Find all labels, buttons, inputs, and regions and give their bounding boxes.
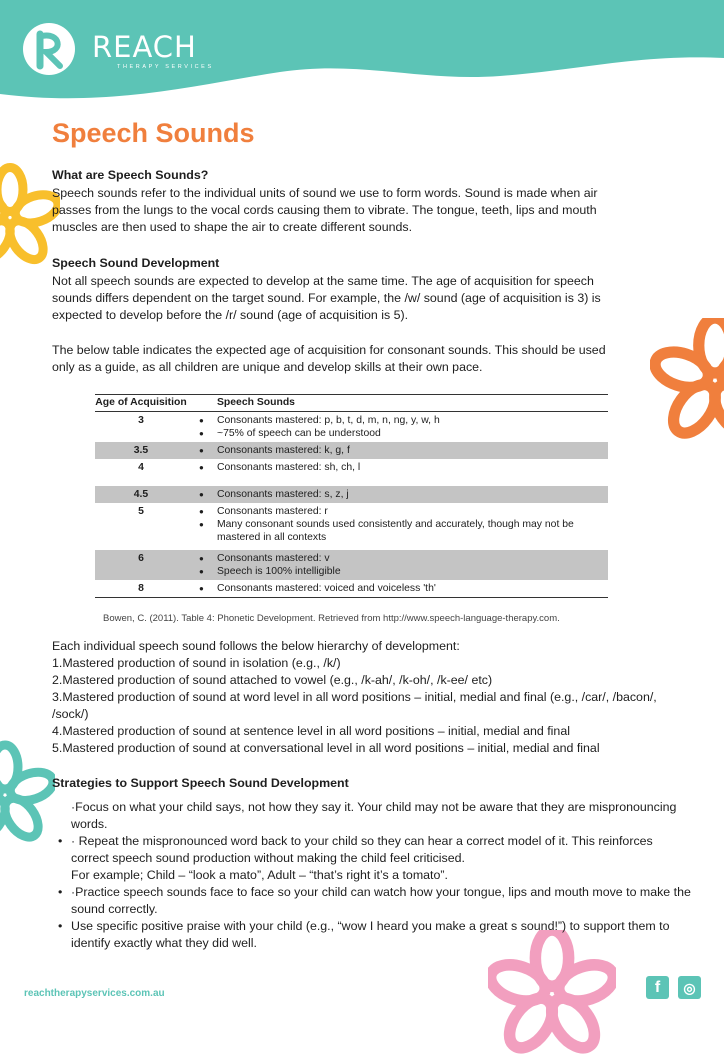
list-item: • ·Practice speech sounds face to face so your child can watch how your tongue, lips and mouth move to make the sound correctly.: [52, 884, 692, 918]
table-row: [95, 459, 608, 486]
brand-name: REACH: [92, 30, 197, 64]
sound-point: ● Speech is 100% intelligible: [197, 565, 608, 578]
hierarchy-intro: Each individual speech sound follows the below hierarchy of development:: [52, 639, 460, 653]
text-line: Speech sounds refer to the individual units of sound we use to form words. Sound is made when air: [52, 186, 598, 200]
table-caption: Bowen, C. (2011). Table 4: Phonetic Development. Retrieved from http://www.speech-language-therapy.com.: [103, 613, 560, 624]
table-row: [95, 442, 608, 459]
hierarchy-list: [52, 638, 692, 757]
list-item: 1.Mastered production of sound in isolation (e.g., /k/): [52, 656, 341, 670]
sound-point: ● Many consonant sounds used consistently and accurately, though may not be mastered in all contexts: [197, 518, 608, 544]
yellow-flower-icon: [0, 155, 60, 280]
text-line: Not all speech sounds are expected to develop at the same time. The age of acquisition for speech: [52, 274, 594, 288]
strategies-heading: Strategies to Support Speech Sound Development: [52, 776, 349, 790]
sound-point: ● Consonants mastered: p, b, t, d, m, n, ng, y, w, h: [197, 414, 608, 427]
table-row: [95, 486, 608, 503]
text-line: The below table indicates the expected age of acquisition for consonant sounds. This should be used: [52, 343, 606, 357]
age-cell: 3.5: [95, 442, 187, 459]
sound-point: ● Consonants mastered: r: [197, 505, 608, 518]
age-cell: 5: [138, 505, 144, 517]
age-cell: 8: [138, 582, 144, 594]
text-line: sounds differs dependent on the target sound. For example, the /w/ sound (age of acquisition is 3) is: [52, 291, 601, 305]
table-row: [95, 503, 608, 550]
sound-point: ● Consonants mastered: v: [197, 552, 608, 565]
list-item: • · Repeat the mispronounced word back to your child so they can hear a correct model of it. This reinforces correct speech sound production without making the child feel criticised.: [52, 833, 692, 867]
sound-point: ● Consonants mastered: voiced and voiceless 'th': [197, 582, 608, 595]
instagram-icon[interactable]: ◎: [678, 976, 701, 999]
development-paragraph: [52, 273, 672, 324]
teal-flower-icon: [0, 740, 55, 850]
age-cell: 6: [95, 550, 187, 580]
table-row: [95, 550, 608, 580]
table-row: [95, 580, 608, 598]
list-item: ·Focus on what your child says, not how they say it. Your child may not be aware that they are mispronouncing words.: [71, 800, 677, 831]
sound-point: ● Consonants mastered: s, z, j: [197, 488, 608, 501]
list-item: • Use specific positive praise with your child (e.g., “wow I heard you make a great s sound!”) to support them to identify exactly what they did well.: [52, 918, 692, 952]
age-cell: 4: [138, 461, 144, 473]
list-item: 4.Mastered production of sound at sentence level in all word positions – initial, medial and final: [52, 724, 570, 738]
reach-logo-icon: [22, 22, 76, 76]
table-header-row: [95, 395, 608, 412]
strategies-list: [52, 799, 692, 952]
table-intro-paragraph: [52, 342, 672, 376]
age-column-header: Age of Acquisition: [95, 397, 187, 408]
text-line: passes from the lungs to the vocal cords causing them to vibrate. The tongue, teeth, lips and mouth: [52, 203, 597, 217]
list-item: 5.Mastered production of sound at conversational level in all word positions – initial, medial and final: [52, 741, 600, 755]
text-line: only as a guide, as all children are unique and develop skills at their own pace.: [52, 360, 483, 374]
table-row: [95, 411, 608, 442]
what-heading: What are Speech Sounds?: [52, 168, 209, 182]
sound-point: ● Consonants mastered: sh, ch, l: [197, 461, 608, 474]
sounds-column-header: Speech Sounds: [217, 397, 295, 408]
sound-point: ● ~75% of speech can be understood: [197, 427, 608, 440]
what-paragraph: [52, 185, 672, 236]
footer-website-link[interactable]: reachtherapyservices.com.au: [24, 988, 165, 999]
age-cell: 4.5: [95, 486, 187, 503]
text-line: expected to develop before the /r/ sound (age of acquisition is 5).: [52, 308, 409, 322]
development-heading: Speech Sound Development: [52, 256, 220, 270]
age-cell: 3: [138, 414, 144, 426]
list-item: For example; Child – “look a mato”, Adult – “that’s right it’s a tomato”.: [71, 868, 448, 882]
acquisition-table: [95, 394, 608, 598]
list-item: 2.Mastered production of sound attached to vowel (e.g., /k-ah/, /k-oh/, /k-ee/ etc): [52, 673, 493, 687]
orange-flower-icon: [650, 318, 724, 443]
list-item: 3.Mastered production of sound at word level in all word positions – initial, medial and final (e.g., /car/, /bacon/, /sock/): [52, 690, 657, 721]
page-title: Speech Sounds: [52, 118, 255, 148]
facebook-icon[interactable]: f: [646, 976, 669, 999]
text-line: muscles are then used to shape the air to create different sounds.: [52, 220, 413, 234]
brand-tagline: THERAPY SERVICES: [117, 64, 214, 70]
sound-point: ● Consonants mastered: k, g, f: [197, 444, 608, 457]
